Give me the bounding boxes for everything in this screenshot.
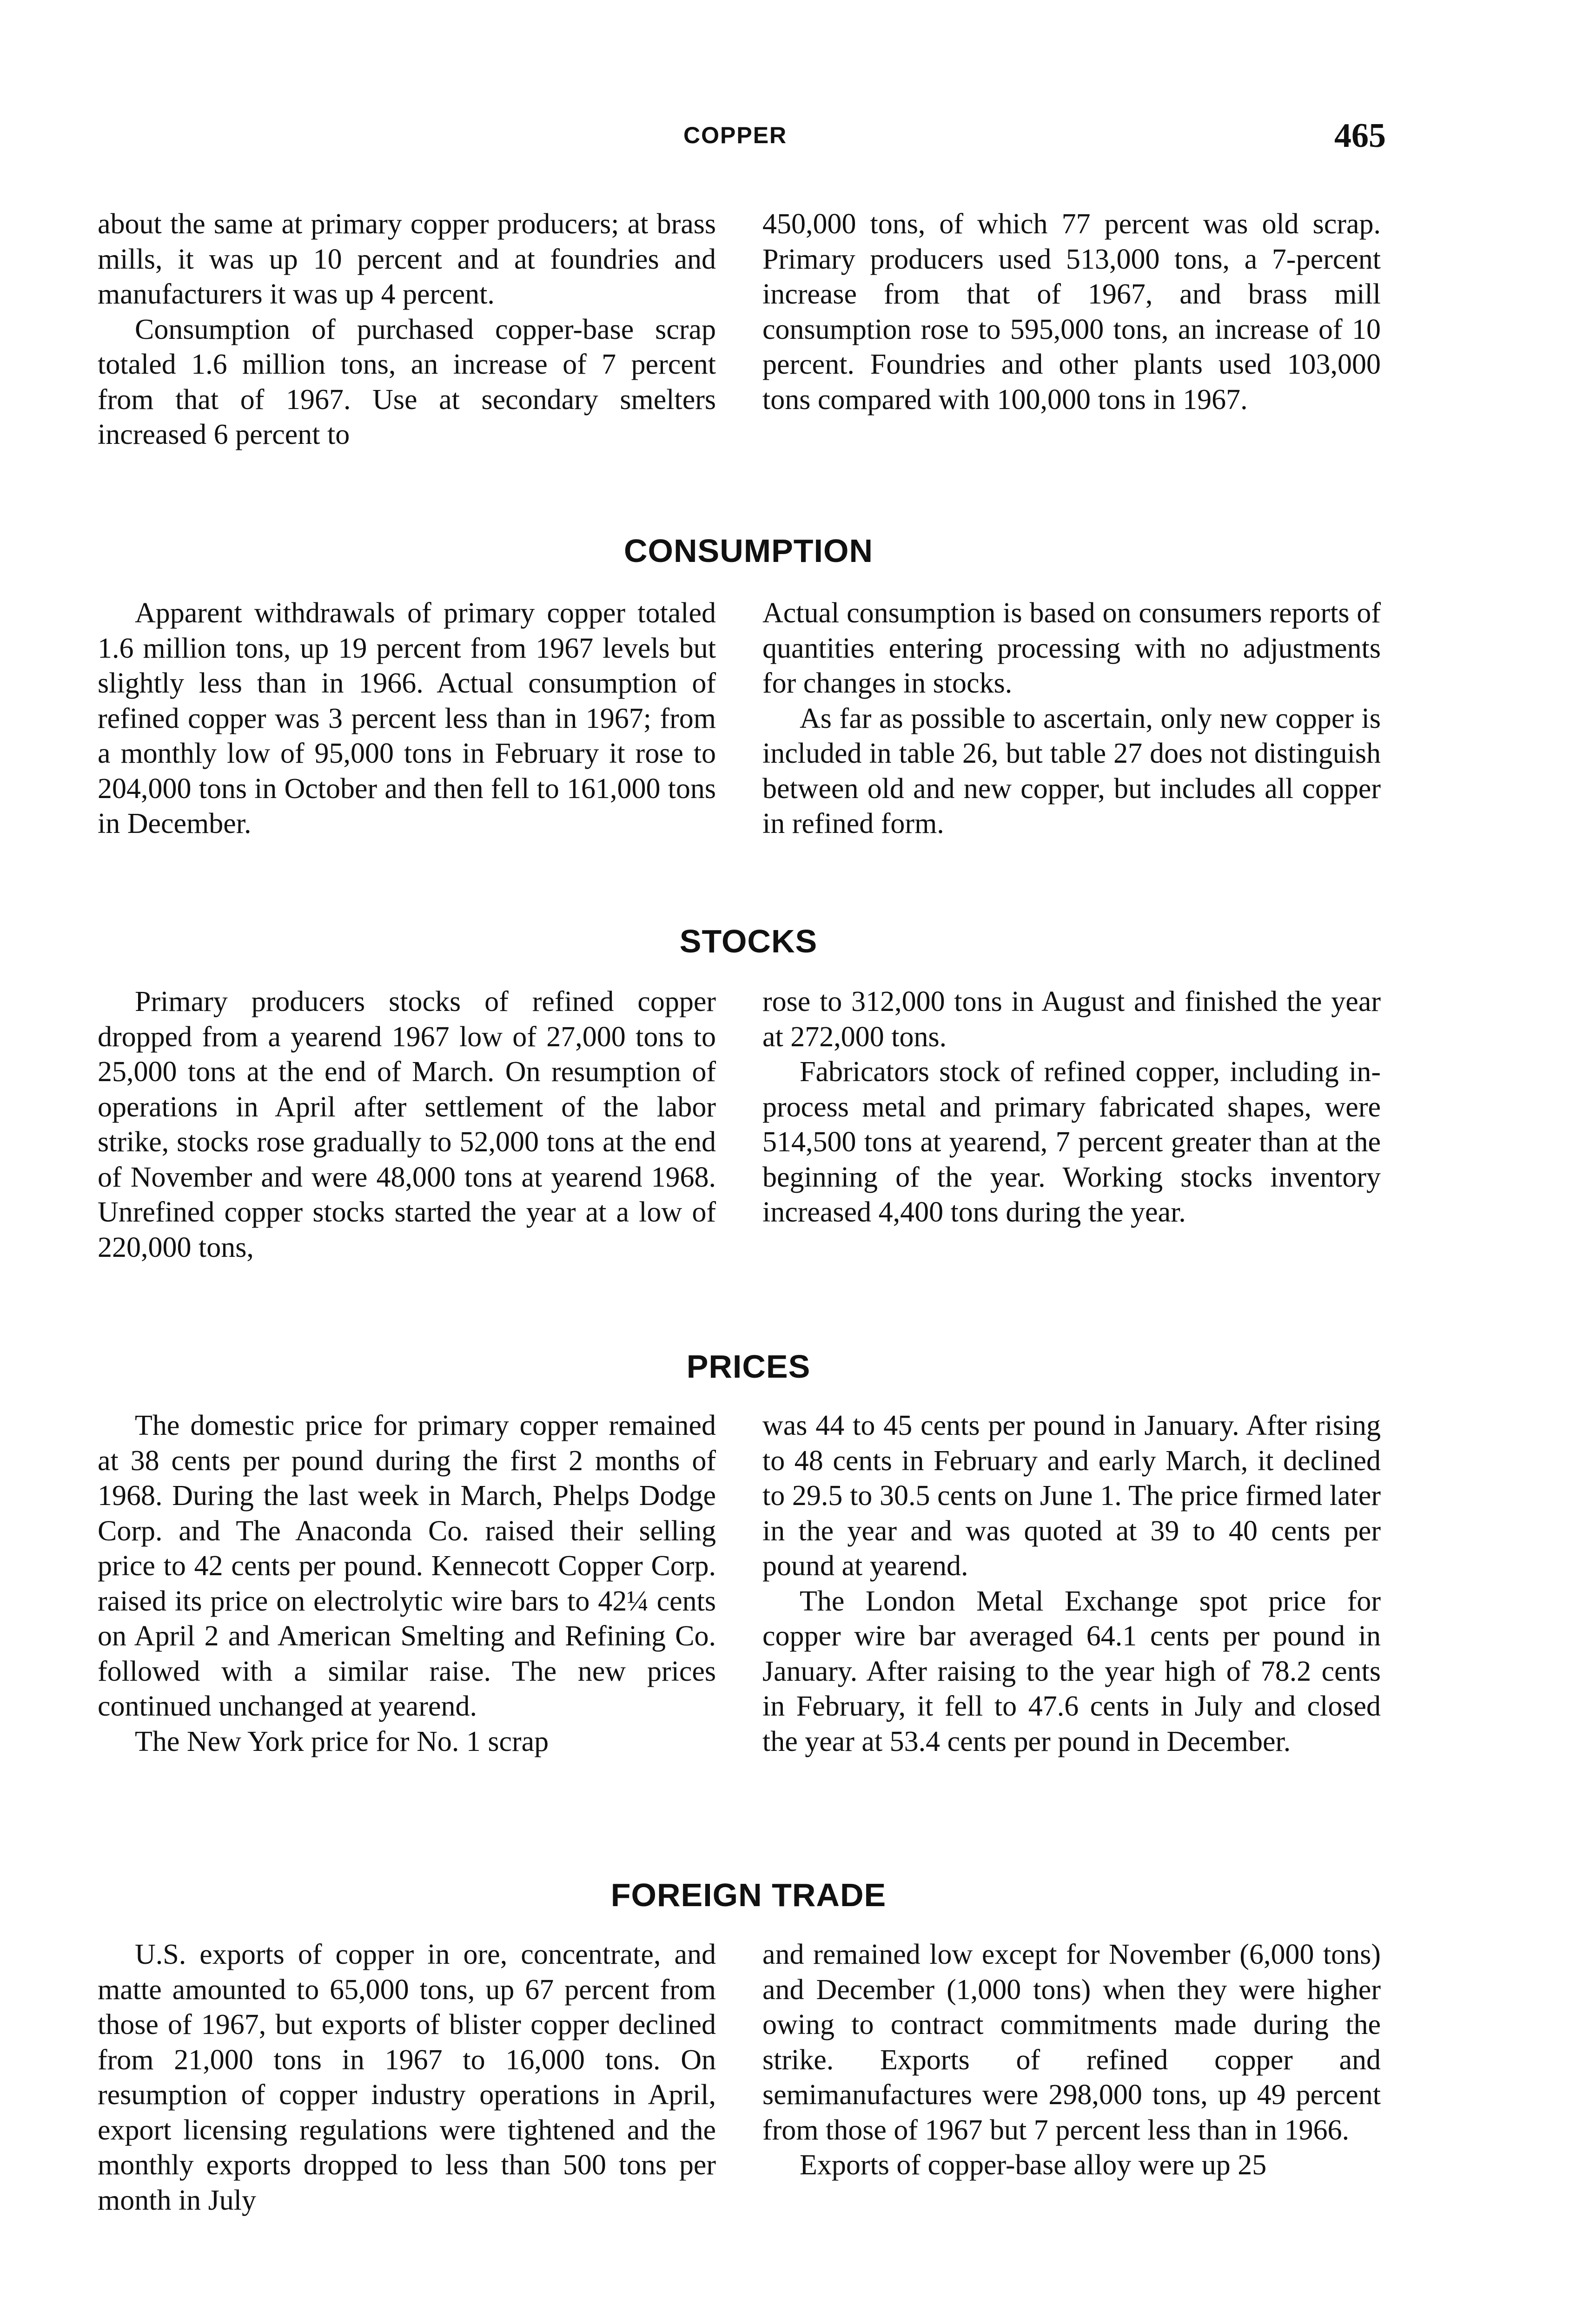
foreign-trade-left-column [98,1937,716,2218]
stocks-right-column [762,984,1381,1230]
section-heading-stocks: STOCKS [679,923,818,959]
consumption-right-column [762,596,1381,842]
consumption-left-column [98,596,716,842]
foreign-trade-right-column [762,1937,1381,2183]
paragraph: Consumption of purchased copper-base scrap totaled 1.6 million tons, an increase of 7 percent from that of 1967. Use at secondary smelters increased 6 percent to [98,313,716,450]
paragraph: As far as possible to ascertain, only new copper is included in table 26, but table 27 does not distinguish between old and new copper, but includes all copper in refined form. [762,702,1381,839]
paragraph: The New York price for No. 1 scrap [135,1725,549,1757]
paragraph: The London Metal Exchange spot price for copper wire bar averaged 64.1 cents per pound in January. After raising to the year high of 78.2 cents in February, it fell to 47.6 cents in July and closed the year at 53.4 cents per pound in December. [762,1585,1381,1757]
paragraph: Actual consumption is based on consumers reports of quantities entering processing with no adjustments for changes in stocks. [762,597,1381,699]
prices-right-column [762,1408,1381,1759]
paragraph: about the same at primary copper producers; at brass mills, it was up 10 percent and at foundries and manufacturers it was up 4 percent. [98,208,716,310]
section-heading-prices: PRICES [686,1348,811,1385]
running-title: COPPER [683,122,788,148]
stocks-left-column [98,984,716,1265]
paragraph: Fabricators stock of refined copper, including in-process metal and primary fabricated shapes, were 514,500 tons at yearend, 7 percent greater than at the beginning of the year. Working stocks inventory increased 4,400 tons during the year. [762,1056,1381,1228]
section-heading-consumption: CONSUMPTION [624,533,873,569]
paragraph: Primary producers stocks of refined copper dropped from a yearend 1967 low of 27,000 tons to 25,000 tons at the end of March. On resumption of operations in April after settlement of the labor strike, stocks rose gradually to 52,000 tons at the end of November and were 48,000 tons at yearend 1968. Unrefined copper stocks started the year at a low of 220,000 tons, [98,986,716,1263]
paragraph: U.S. exports of copper in ore, concentrate, and matte amounted to 65,000 tons, up 67 percent from those of 1967, but exports of blister copper declined from 21,000 tons in 1967 to 16,000 tons. On resumption of copper industry operations in April, export licensing regulations were tightened and the monthly exports dropped to less than 500 tons per month in July [98,1939,716,2216]
intro-left-column [98,207,716,453]
paragraph: Exports of copper-base alloy were up 25 [800,2149,1267,2181]
paragraph: The domestic price for primary copper remained at 38 cents per pound during the first 2 months of 1968. During the last week in March, Phelps Dodge Corp. and The Anaconda Co. raised their selling price to 42 cents per pound. Kennecott Copper Corp. raised its price on electrolytic wire bars to 42¼ cents on April 2 and American Smelting and Refining Co. followed with a similar raise. The new prices continued unchanged at yearend. [98,1410,716,1722]
intro-right-column [762,207,1381,417]
paragraph: was 44 to 45 cents per pound in January. After rising to 48 cents in February and early March, it declined to 29.5 to 30.5 cents on June 1. The price firmed later in the year and was quoted at 39 to 40 cents per pound at yearend. [762,1410,1381,1582]
paragraph: 450,000 tons, of which 77 percent was old scrap. Primary producers used 513,000 tons, a 7-percent increase from that of 1967, and brass mill consumption rose to 595,000 tons, an increase of 10 percent. Foundries and other plants used 103,000 tons compared with 100,000 tons in 1967. [762,208,1381,416]
paragraph: rose to 312,000 tons in August and finished the year at 272,000 tons. [762,986,1381,1053]
paragraph: Apparent withdrawals of primary copper totaled 1.6 million tons, up 19 percent from 1967 levels but slightly less than in 1966. Actual consumption of refined copper was 3 percent less than in 1967; from a monthly low of 95,000 tons in February it rose to 204,000 tons in October and then fell to 161,000 tons in December. [98,597,716,839]
prices-left-column [98,1408,716,1759]
page-number: 465 [1334,117,1386,155]
running-head [0,116,1596,153]
paragraph: and remained low except for November (6,000 tons) and December (1,000 tons) when they were higher owing to contract commitments made during the strike. Exports of refined copper and semimanufactures were 298,000 tons, up 49 percent from those of 1967 but 7 percent less than in 1966. [762,1939,1381,2146]
section-heading-foreign-trade: FOREIGN TRADE [610,1877,887,1913]
